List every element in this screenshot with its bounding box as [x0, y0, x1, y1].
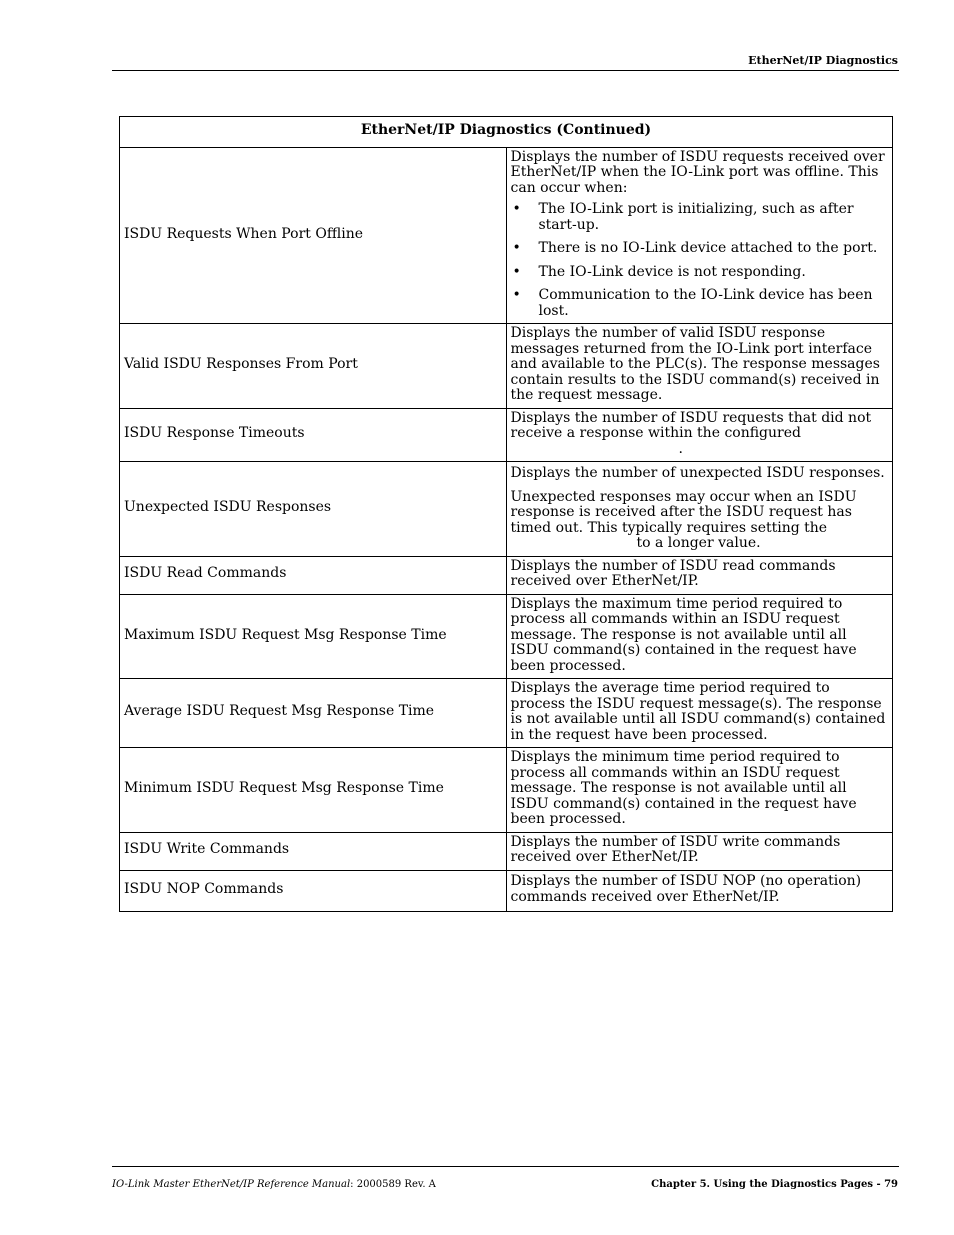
- row-description: [506, 462, 893, 557]
- list-item: • The IO-Link device is not responding.: [512, 263, 806, 280]
- row-description: [506, 324, 893, 409]
- footer-rule: [112, 1166, 899, 1167]
- row-description-text: Displays the number of ISDU write commands received over EtherNet/IP.: [510, 833, 841, 865]
- row-description-text: Displays the number of valid ISDU response messages returned from the IO-Link port interface and available to the PLC(s). The response messages contain results to the ISDU command(s) received in the request message.: [510, 325, 880, 403]
- table-row: [120, 147, 893, 324]
- row-description: [506, 556, 893, 594]
- row-description-text: Displays the number of ISDU requests that did not receive a response within the configured.: [510, 409, 872, 457]
- footer-page-label: Chapter 5. Using the Diagnostics Pages - 79: [651, 1179, 898, 1190]
- row-name: ISDU Response Timeouts: [120, 408, 507, 462]
- bullet-icon: •: [512, 263, 521, 280]
- row-description: [506, 832, 893, 870]
- condition-list: [511, 202, 889, 319]
- table-row: [120, 870, 893, 911]
- row-name: ISDU Read Commands: [120, 556, 507, 594]
- bullet-icon: •: [512, 201, 521, 217]
- row-description-text: Displays the number of ISDU requests received over EtherNet/IP when the IO-Link port was offline. This can occur when:: [510, 148, 885, 196]
- list-item: • The IO-Link port is initializing, such as after start-up.: [512, 201, 854, 233]
- row-description-text: Displays the number of ISDU NOP (no operation) commands received over EtherNet/IP.: [510, 873, 862, 905]
- table-row: [120, 594, 893, 679]
- row-name: ISDU Requests When Port Offline: [120, 147, 507, 324]
- footer-manual-title: IO-Link Master EtherNet/IP Reference Manual: 2000589 Rev. A: [112, 1179, 436, 1190]
- row-description: [506, 870, 893, 911]
- row-name: Minimum ISDU Request Msg Response Time: [120, 748, 507, 833]
- table-row: [120, 679, 893, 748]
- row-description: [506, 679, 893, 748]
- header-rule: [112, 70, 899, 71]
- row-name: Average ISDU Request Msg Response Time: [120, 679, 507, 748]
- row-description: [506, 748, 893, 833]
- row-name: Maximum ISDU Request Msg Response Time: [120, 594, 507, 679]
- table-caption-row: [120, 117, 893, 148]
- table-row: [120, 832, 893, 870]
- row-name: ISDU Write Commands: [120, 832, 507, 870]
- row-description-text: Displays the number of unexpected ISDU responses.: [510, 465, 885, 481]
- table-row: [120, 408, 893, 462]
- list-item: • There is no IO-Link device attached to the port.: [512, 240, 878, 256]
- table-row: [120, 748, 893, 833]
- table-caption: EtherNet/IP Diagnostics (Continued): [120, 117, 893, 148]
- row-description: [506, 594, 893, 679]
- row-description: [506, 408, 893, 462]
- row-description-text: Displays the maximum time period required to process all commands within an ISDU request message. The response is not available until all ISDU command(s) contained in the request have been processed.: [510, 595, 857, 674]
- table-row: [120, 324, 893, 409]
- row-description-text: Displays the number of ISDU read commands received over EtherNet/IP.: [510, 557, 836, 589]
- row-description-text: Displays the average time period required to process the ISDU request message(s). The response is not available until all ISDU command(s) contained in the request have been processed.: [510, 680, 886, 743]
- row-description-text: Displays the minimum time period required to process all commands within an ISDU request message. The response is not available until all ISDU command(s) contained in the request have been processed.: [510, 749, 857, 827]
- diagnostics-table: [119, 116, 893, 912]
- row-description-text: Unexpected responses may occur when an ISDU response is received after the ISDU request has timed out. This typically requires setting the to a longer value.: [510, 488, 857, 551]
- row-name: Valid ISDU Responses From Port: [120, 324, 507, 409]
- row-description: [506, 147, 893, 324]
- bullet-icon: •: [512, 240, 521, 256]
- table-row: [120, 462, 893, 557]
- running-header: EtherNet/IP Diagnostics: [748, 54, 898, 67]
- bullet-icon: •: [512, 287, 521, 303]
- list-item: • Communication to the IO-Link device has been lost.: [512, 287, 873, 319]
- table-row: [120, 556, 893, 594]
- row-name: Unexpected ISDU Responses: [120, 462, 507, 557]
- row-name: ISDU NOP Commands: [120, 870, 507, 911]
